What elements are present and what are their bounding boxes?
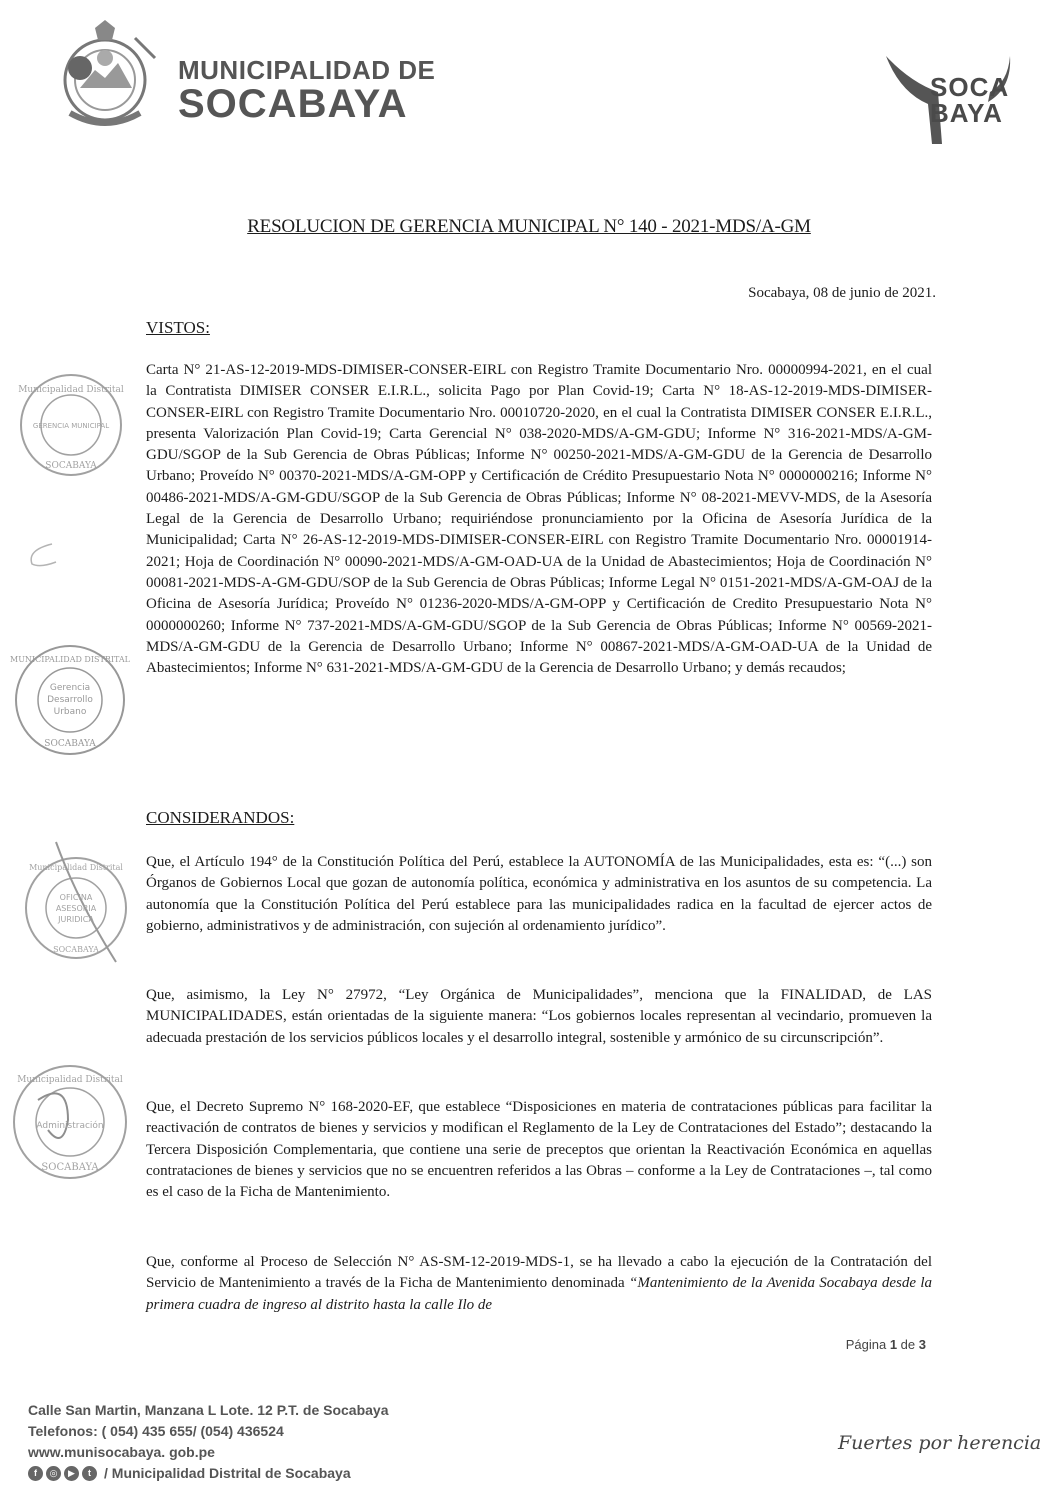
vistos-text: Carta N° 21-AS-12-2019-MDS-DIMISER-CONSER-EIRL con Registro Tramite Documentario Nro. 00000994-2021, en el cual la Contratista DIMISER CONSER E.I.R.L., solicita Pago por Plan Covid-19; Carta N° 18-AS-12-2019-MDS-DIMISER-CONSER-EIRL con Registro Tramite Documentario Nro. 00010720-2020, en el cual la Contratista DIMISER CONSER E.I.R.L., presenta Valorización Plan Covid-19; Carta Gerencial N° 038-2020-MDS/A-GM-GDU; Informe N° 316-2021-MDS/A-GM-GDU/SGOP de la Sub Gerencia de Obras Públicas; Informe N° 00250-2021-MDS/A-GM-GDU de la Gerencia de Desarrollo Urbano; Proveído N° 00370-2021-MDS/A-GM-OPP y Certificación de Crédito Presupuestario Nota N° 0000000216; Informe N° 00486-2021-MDS/A-GM-GDU/SGOP de la Sub Gerencia de Obras Públicas; Informe N° 08-2021-MEVV-MDS, de la Asesoría Legal de la Gerencia de Desarrollo Urbano; requiriéndose pronunciamiento por la Oficina de Asesoría Jurídica de la Municipalidad; Carta N° 26-AS-12-2019-MDS-DIMISER-CONSER-EIRL con Registro Tramite Documentario Nro. 00001914-2021; Hoja de Coordinación N° 00090-2021-MDS/A-GM-OAD-UA de la Unidad de Abastecimientos; Hoja de Coordinación N° 00081-2021-MDS-A-GM-GDU/SOP de la Sub Gerencia de Obras Públicas; Informe Legal N° 0151-2021-MDS/A-GM-OAJ de la Oficina de Asesoría Jurídica; Proveído N° 01236-2020-MDS/A-GM-OPP y Certificación de Credito Presupuestario Nota N° 0000000260; Informe N° 737-2021-MDS/A-GM-GDU/SGOP de la Sub Gerencia de Obras Públicas; Informe N° 00569-2021-MDS/A-GM-GDU de la Gerencia de Desarrollo Urbano; Informe N° 00867-2021-MDS/A-GM-OAD-UA de la Unidad de Abastecimientos; Informe N° 631-2021-MDS/A-GM-GDU de la Gerencia de Desarrollo Urbano; y demás recaudos; — [146, 362, 932, 677]
footer-slogan: Fuertes por herencia — [838, 1432, 1042, 1454]
administracion-stamp — [8, 1060, 132, 1184]
considerando-paragraph-3: Que, el Decreto Supremo N° 168-2020-EF, que establece “Disposiciones en materia de contrataciones públicas para facilitar la reactivación de contratos de bienes y servicios y modifican el Reglamento de la Ley de Contrataciones del Estado”; destacando la Tercera Disposición Complementaria, que contiene una serie de preceptos que orientan la Reactivación Económica en aquellas contrataciones de bienes y servicios que no se encuentren referidos a las Obras – conforme a la Ley de Contrataciones –, tal como es el caso de la Ficha de Mantenimiento. — [146, 1099, 932, 1201]
considerando-paragraph-4 — [146, 1252, 932, 1316]
resolution-title: RESOLUCION DE GERENCIA MUNICIPAL N° 140 - 2021-MDS/A-GM — [247, 216, 811, 237]
gerencia-municipal-stamp — [16, 370, 126, 480]
paragraph-4-text: Que, conforme al Proceso de Selección N° AS-SM-12-2019-MDS-1, se ha llevado a cabo la ejecución de la Contratación del Servicio de Mantenimiento a través de la Ficha de Mantenimiento denominada — [146, 1254, 932, 1292]
stamp3-top-text: Municipalidad Distrital — [29, 863, 123, 872]
page-current: 1 — [889, 1337, 898, 1352]
stamp1-top-text: Municipalidad Distrital — [18, 385, 124, 395]
considerando-paragraph-1: Que, el Artículo 194° de la Constitución Política del Perú, establece la AUTONOMÍA de las Municipalidades, esta es: “(...) son Órganos de Gobiernos Local que gozan de autonomía política, económica y administrativa en los asuntos de su competencia. La autonomía que la Constitución Política del Perú establece para las municipalidades radica en la facultad de ejercer actos de gobierno, administrativos y de administración, con sujeción al ordenamiento jurídico”. — [146, 854, 932, 934]
twitter-icon: t — [82, 1466, 97, 1481]
municipality-name — [178, 56, 435, 124]
paragraph-4-italic: “Mantenimiento de la Avenida Socabaya desde la primera cuadra de ingreso al distrito hasta la calle Ilo de — [146, 1275, 932, 1313]
stamp1-center-text: GERENCIA MUNICIPAL — [32, 422, 110, 430]
municipality-name-line1: MUNICIPALIDAD DE — [178, 55, 436, 85]
considerandos-heading: CONSIDERANDOS: — [146, 808, 295, 827]
desarrollo-urbano-stamp — [10, 640, 130, 760]
page-of-label: de — [900, 1337, 916, 1352]
footer-phones: Telefonos: ( 054) 435 655/ (054) 436524 — [28, 1423, 284, 1439]
footer-social-row — [28, 1463, 389, 1484]
footer-social-label: / Municipalidad Distrital de Socabaya — [104, 1465, 351, 1481]
stamp2-top-text: MUNICIPALIDAD DISTRITAL — [10, 655, 130, 664]
stamp3-center-text-3: JURIDICA — [58, 915, 94, 924]
resolution-date: Socabaya, 08 de junio de 2021. — [748, 285, 936, 301]
asesoria-juridica-stamp — [16, 838, 136, 968]
page-label: Página — [845, 1337, 887, 1352]
facebook-icon: f — [28, 1466, 43, 1481]
page-total: 3 — [918, 1337, 926, 1352]
brand-line1: SOCA — [930, 72, 1010, 102]
stamp4-center-text: Administración — [36, 1121, 104, 1131]
instagram-icon: ◎ — [46, 1466, 61, 1481]
brand-wordmark — [930, 74, 1009, 126]
vistos-heading: VISTOS: — [146, 318, 210, 337]
footer-website: www.munisocabaya. gob.pe — [28, 1444, 215, 1460]
stamp2-bottom-text: SOCABAYA — [44, 739, 96, 749]
municipal-crest-logo — [40, 18, 170, 138]
stamp4-top-text: Municipalidad Distrital — [17, 1075, 123, 1085]
brand-line2: BAYA — [930, 98, 1003, 128]
stamp4-bottom-text: SOCABAYA — [41, 1162, 99, 1173]
page-number — [846, 1337, 926, 1352]
footer-contact-info — [28, 1400, 389, 1484]
considerando-paragraph-2: Que, asimismo, la Ley N° 27972, “Ley Orgánica de Municipalidades”, menciona que la FINALIDAD, de LAS MUNICIPALIDADES, están orientadas de la siguiente manera: “Los gobiernos locales representan al vecindario, promueven la adecuada prestación de los servicios públicos locales y el desarrollo integral, sostenible y armónico de su circunscripción”. — [146, 987, 932, 1046]
stamp2-center-text-3: Urbano — [53, 707, 87, 717]
stamp2-center-text-2: Desarrollo — [47, 695, 93, 705]
stamp3-center-text-1: OFICINA — [59, 893, 93, 902]
stamp3-bottom-text: SOCABAYA — [53, 945, 99, 954]
footer-address: Calle San Martin, Manzana L Lote. 12 P.T. de Socabaya — [28, 1402, 389, 1418]
signature-mark — [22, 540, 62, 570]
municipality-name-line2: SOCABAYA — [178, 82, 408, 126]
youtube-icon: ▶ — [64, 1466, 79, 1481]
stamp1-bottom-text: SOCABAYA — [45, 461, 97, 471]
socabaya-brand-logo — [880, 52, 1020, 152]
stamp2-center-text-1: Gerencia — [49, 683, 91, 693]
stamp3-center-text-2: ASESORIA — [55, 904, 97, 913]
